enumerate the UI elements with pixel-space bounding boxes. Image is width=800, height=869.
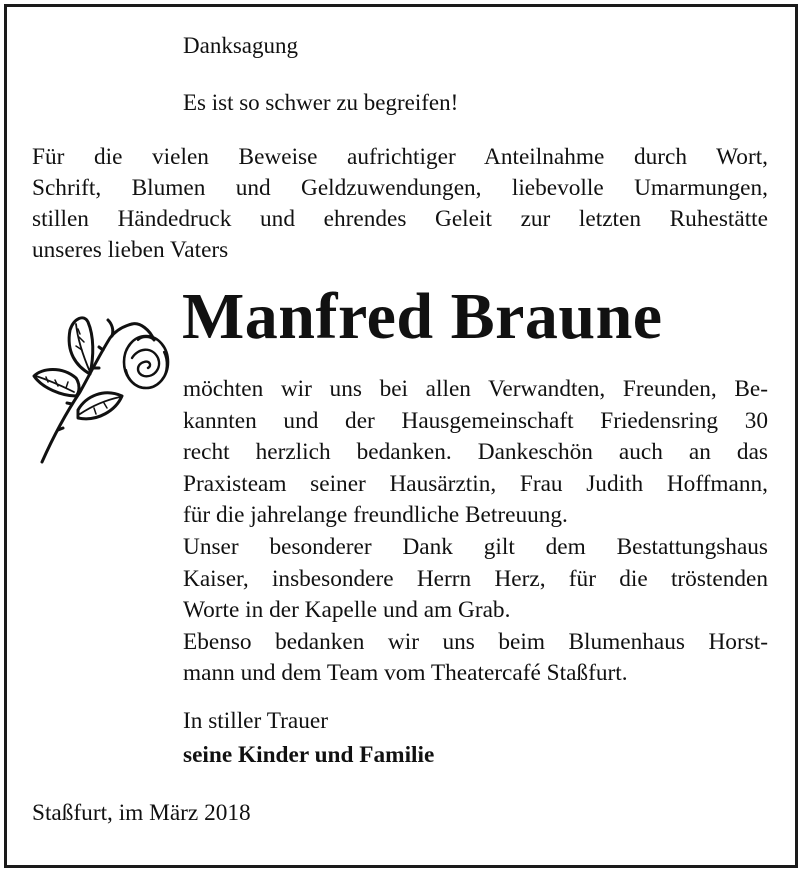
thanks-line: Worte in der Kapelle und am Grab. xyxy=(183,597,511,624)
notice-title: Danksagung xyxy=(183,33,298,58)
rose-icon xyxy=(28,300,184,470)
deceased-name: Manfred Braune xyxy=(182,280,663,353)
thanks-line: Ebenso bedanken wir uns beim Blumenhaus Horst- xyxy=(183,628,768,655)
thanks-line: möchten wir uns bei allen Verwandten, Freunden, Be- xyxy=(183,376,768,402)
thanks-paragraph xyxy=(183,374,768,690)
thanks-line: Unser besonderer Dank gilt dem Bestattungshaus xyxy=(183,533,768,560)
notice-subtitle: Es ist so schwer zu begreifen! xyxy=(183,90,459,115)
thanks-line: mann und dem Team vom Theatercafé Staßfurt. xyxy=(183,660,628,687)
intro-line: stillen Händedruck und ehrendes Geleit zur letzten Ruhestätte xyxy=(32,206,768,232)
family-signature: seine Kinder und Familie xyxy=(183,742,435,768)
thanks-line: Kaiser, insbesondere Herrn Herz, für die tröstenden xyxy=(183,565,768,592)
intro-line: Schrift, Blumen und Geldzuwendungen, liebevolle Umarmungen, xyxy=(32,175,768,201)
place-date: Staßfurt, im März 2018 xyxy=(32,800,251,826)
intro-line: Für die vielen Beweise aufrichtiger Anteilnahme durch Wort, xyxy=(32,144,768,170)
signoff-block xyxy=(183,704,434,772)
thanks-line: recht herzlich bedanken. Dankeschön auch an das xyxy=(183,439,768,466)
thanks-line: Praxisteam seiner Hausärztin, Frau Judith Hoffmann, xyxy=(183,470,768,497)
mourning-text: In stiller Trauer xyxy=(183,708,328,734)
thanks-line: kannten und der Hausgemeinschaft Friedensring 30 xyxy=(183,407,768,434)
intro-paragraph xyxy=(32,142,768,266)
intro-line: unseres lieben Vaters xyxy=(32,237,229,263)
thanks-line: für die jahrelange freundliche Betreuung. xyxy=(183,502,568,529)
